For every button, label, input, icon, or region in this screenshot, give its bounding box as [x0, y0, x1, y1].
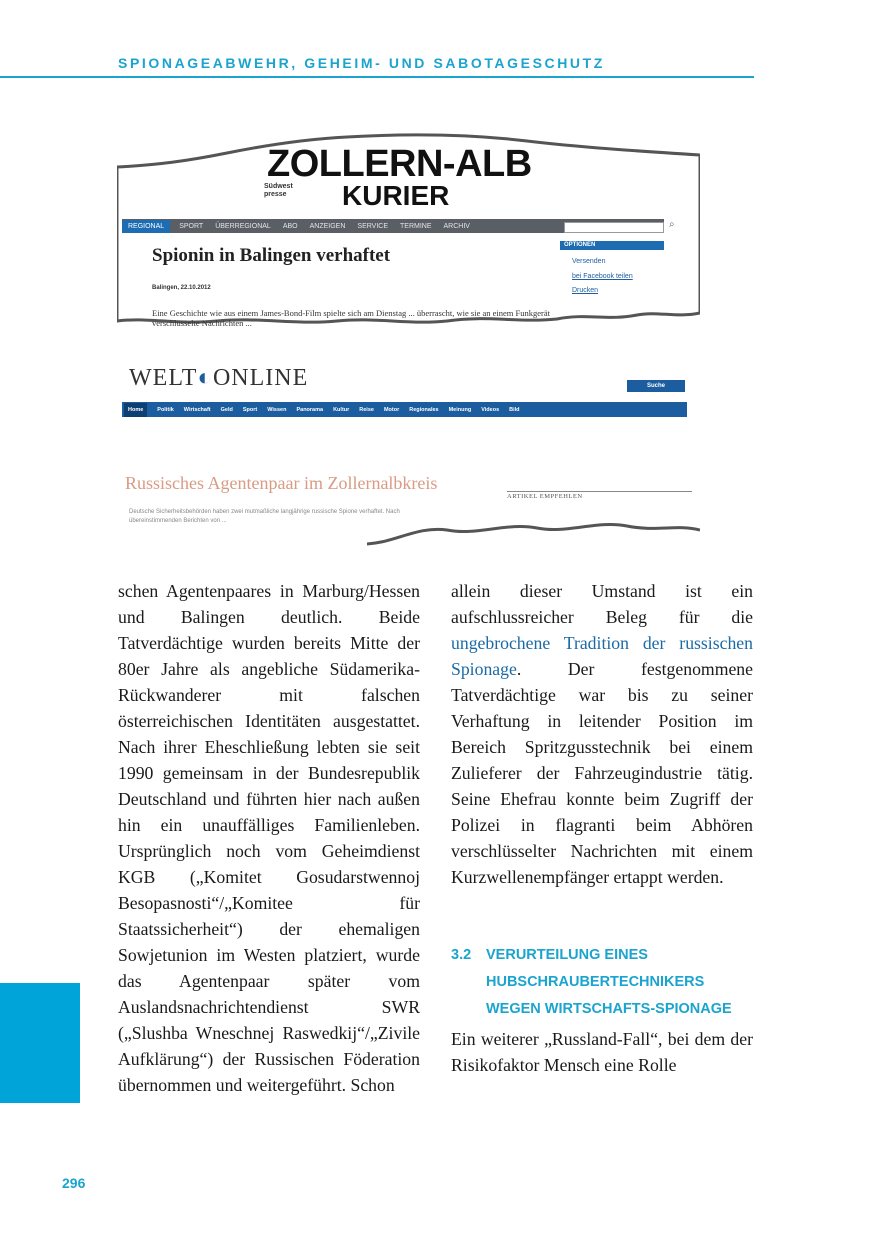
welt-nav-item: Wirtschaft	[183, 406, 211, 413]
newspaper-collage	[117, 125, 700, 555]
welt-nav-item: Regionales	[409, 406, 439, 413]
emphasis-text: ungebrochene Tradition der russischen Spionage	[451, 633, 753, 679]
welt-nav-item: Meinung	[448, 406, 472, 413]
zak-logo: ZOLLERN-ALB	[267, 143, 532, 185]
welt-logo: WELT◐ONLINE	[129, 365, 309, 391]
welt-nav-item: Motor	[383, 406, 400, 413]
header-rule	[0, 76, 754, 78]
running-head: SPIONAGEABWEHR, GEHEIM- UND SABOTAGESCHUTZ	[118, 55, 605, 71]
welt-nav-item: Sport	[242, 406, 258, 413]
publisher-mark: Südwest presse	[264, 183, 293, 198]
welt-nav-item: Home	[124, 403, 147, 417]
zak-nav-item: SPORT	[179, 222, 204, 230]
welt-nav-item: Wissen	[267, 406, 287, 413]
welt-nav-item: Politik	[157, 406, 174, 413]
welt-nav-item: Geld	[220, 406, 233, 413]
zak-nav-item: ABO	[282, 222, 298, 230]
section-title: VERURTEILUNG EINES HUBSCHRAUBERTECHNIKERS WEGEN WIRTSCHAFTS-SPIONAGE	[486, 947, 732, 1017]
paragraph: schen Agentenpaares in Marburg/Hessen und Balingen deutlich. Beide Tatverdächtige wurden bereits Mitte der 80er Jahre als angebliche Südamerika-Rückwanderer mit falschen österreichischen Identitäten ausgestattet. Nach ihrer Eheschließung lebten sie seit 1990 gemeinsam in der Bundesrepublik Deutschland und führten hier nach außen hin ein unauffälliges Familienleben. Ursprünglich noch vom Geheimdienst KGB („Komitet Gosudarstwennoj Besopasnosti“/„Komitee für Staatssicherheit“) der ehemaligen Sowjetunion im Westen platziert, wurde das Agentenpaar später vom Auslandsnachrichtendienst SWR („Slushba Wneschnej Raswedkij“/„Zivile Aufklärung“) der Russischen Föderation übernommen und weitergeführt. Schon	[118, 581, 420, 1095]
zak-search-box	[564, 222, 664, 233]
paragraph: Ein weiterer „Russland-Fall“, bei dem der Risikofaktor Mensch eine Rolle	[451, 1029, 753, 1075]
welt-nav-item: Videos	[481, 406, 500, 413]
welt-nav-item: Kultur	[333, 406, 350, 413]
section-heading	[451, 942, 753, 1023]
zak-teaser: Eine Geschichte wie aus einem James-Bond-Film spielte sich am Dienstag ... überrascht, wie sie an einem Funkgerät verschlüsselte Nachrichten ...	[152, 308, 550, 328]
zak-option: Drucken	[572, 287, 599, 294]
zak-option: Versenden	[572, 258, 606, 265]
welt-nav-item: Reise	[359, 406, 374, 413]
zak-nav-item: ANZEIGEN	[309, 222, 346, 230]
welt-nav-bar	[122, 402, 687, 417]
page-number: 296	[62, 1175, 86, 1191]
welt-recommend-label: ARTIKEL EMPFEHLEN	[507, 491, 692, 500]
body-column-left	[118, 578, 420, 1098]
zak-options-title: OPTIONEN	[560, 241, 664, 250]
welt-nav-item: Panorama	[296, 406, 324, 413]
zak-nav-item: ARCHIV	[443, 222, 470, 230]
zak-headline: Spionin in Balingen verhaftet	[152, 245, 391, 266]
paragraph: allein dieser Umstand ist ein aufschlussreicher Beleg für die ungebrochene Tradition der russischen Spionage. Der festgenommene Tatverdächtige war bis zu seiner Verhaftung in leitender Position im Bereich Spritzgusstechnik bei einem Zulieferer der Fahrzeugindustrie tätig. Seine Ehefrau konnte beim Zugriff der Polizei in flagranti beim Abhören verschlüsselter Nachrichten mit einem Kurzwellenempfänger ertappt werden.	[451, 581, 753, 887]
welt-nav-item: Bild	[509, 406, 520, 413]
zak-dateline: Balingen, 22.10.2012	[152, 285, 211, 291]
zak-nav-item: REGIONAL	[122, 220, 170, 233]
search-icon: ⌕	[669, 219, 675, 230]
welt-search-button: Suche	[627, 380, 685, 392]
zak-option: bei Facebook teilen	[572, 273, 633, 280]
section-number: 3.2	[451, 947, 472, 963]
welt-headline: Russisches Agentenpaar im Zollernalbkreis	[125, 473, 438, 493]
body-column-right	[451, 578, 753, 1078]
zak-nav-item: TERMINE	[400, 222, 432, 230]
welt-teaser: Deutsche Sicherheitsbehörden haben zwei mutmaßliche langjährige russische Spione verhaftet. Nach übereinstimmenden Berichten von ...	[129, 509, 400, 524]
zak-nav-item: SERVICE	[357, 222, 389, 230]
chapter-tab	[0, 983, 80, 1103]
zak-nav-item: ÜBERREGIONAL	[215, 222, 271, 230]
zak-logo-sub: KURIER	[342, 180, 450, 211]
